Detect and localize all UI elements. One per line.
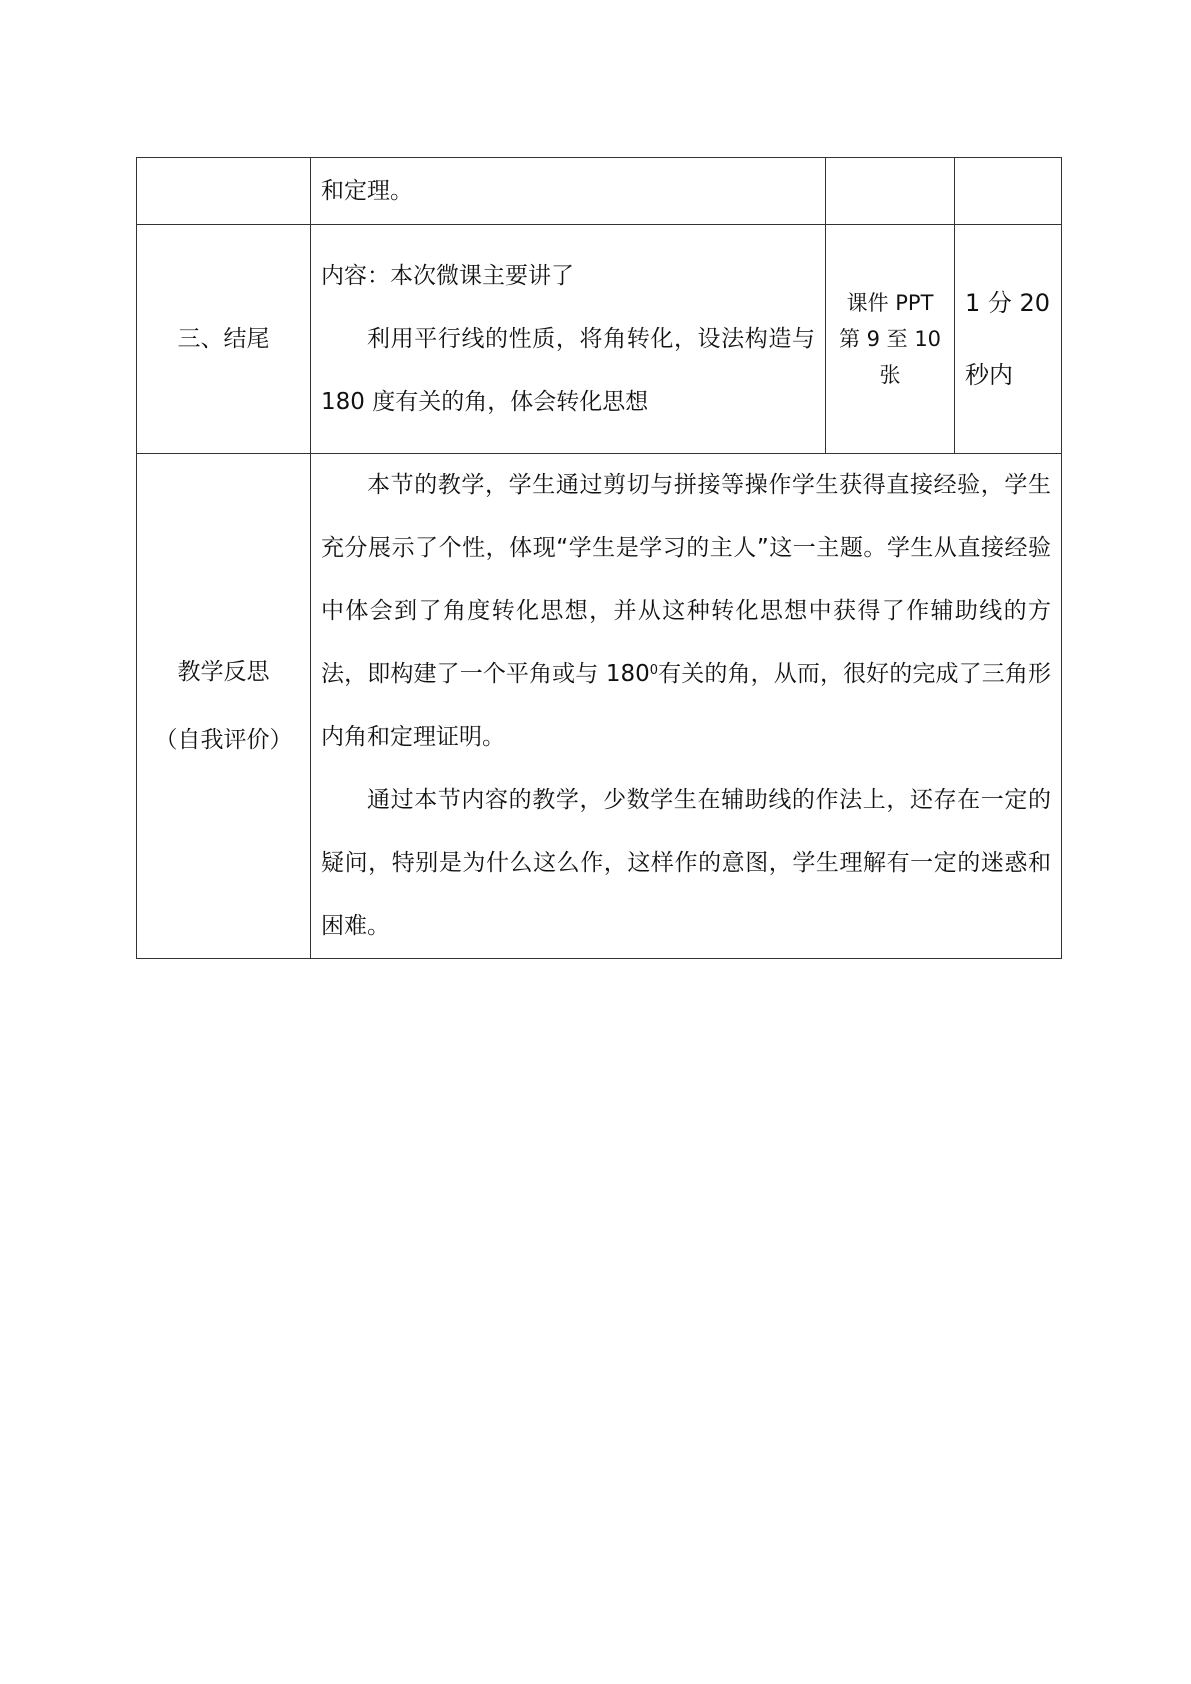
table-row-reflection: [137, 454, 1062, 959]
content-cell-continued: [311, 158, 826, 225]
content-text: 和定理。: [321, 178, 413, 204]
resource-cell: [826, 225, 955, 454]
content-cell-ending: [311, 225, 826, 454]
time-cell-empty: [955, 158, 1062, 225]
degree-superscript: 0: [649, 663, 659, 678]
resource-line: 张: [879, 363, 901, 387]
reflection-label: 教学反思: [177, 659, 270, 685]
time-cell: [955, 225, 1062, 454]
reflection-content-cell: [311, 454, 1062, 959]
content-summary: 利用平行线的性质，将角转化，设法构造与 180 度有关的角，体会转化思想: [321, 325, 815, 415]
reflection-paragraph: 通过本节内容的教学，少数学生在辅助线的作法上，还存在一定的疑问，特别是为什么这么作，这样作的意图，学生理解有一定的迷惑和困难。: [321, 787, 1051, 939]
reflection-text: 有关的角，从而，很好的完成了三角形内角和定理证明。: [321, 661, 1051, 750]
content-heading: 内容：本次微课主要讲了: [321, 262, 574, 289]
section-label: 三、结尾: [177, 326, 270, 352]
time-line: 1 分 20: [965, 289, 1051, 317]
table-row-ending: [137, 225, 1062, 454]
table-row-continued: [137, 158, 1062, 225]
reflection-label-cell: [137, 454, 311, 959]
resource-line: 第 9 至 10: [838, 327, 942, 351]
section-label-cell: [137, 225, 311, 454]
reflection-sublabel: （自我评价）: [154, 727, 293, 753]
reflection-paragraph: [321, 454, 1051, 769]
time-line: 秒内: [965, 361, 1013, 389]
reflection-text: 本节的教学，学生通过剪切与拼接等操作学生获得直接经验，学生充分展示了个性，体现“学生是学习的主人”这一主题。学生从直接经验中体会到了角度转化思想，并从这种转化思想中获得了作辅助线的方法，即构建了一个平角或与 180: [321, 472, 1051, 687]
resource-cell-empty: [826, 158, 955, 225]
lesson-plan-table: [136, 157, 1062, 959]
resource-line: 课件 PPT: [846, 291, 934, 315]
section-label-cell-empty: [137, 158, 311, 225]
